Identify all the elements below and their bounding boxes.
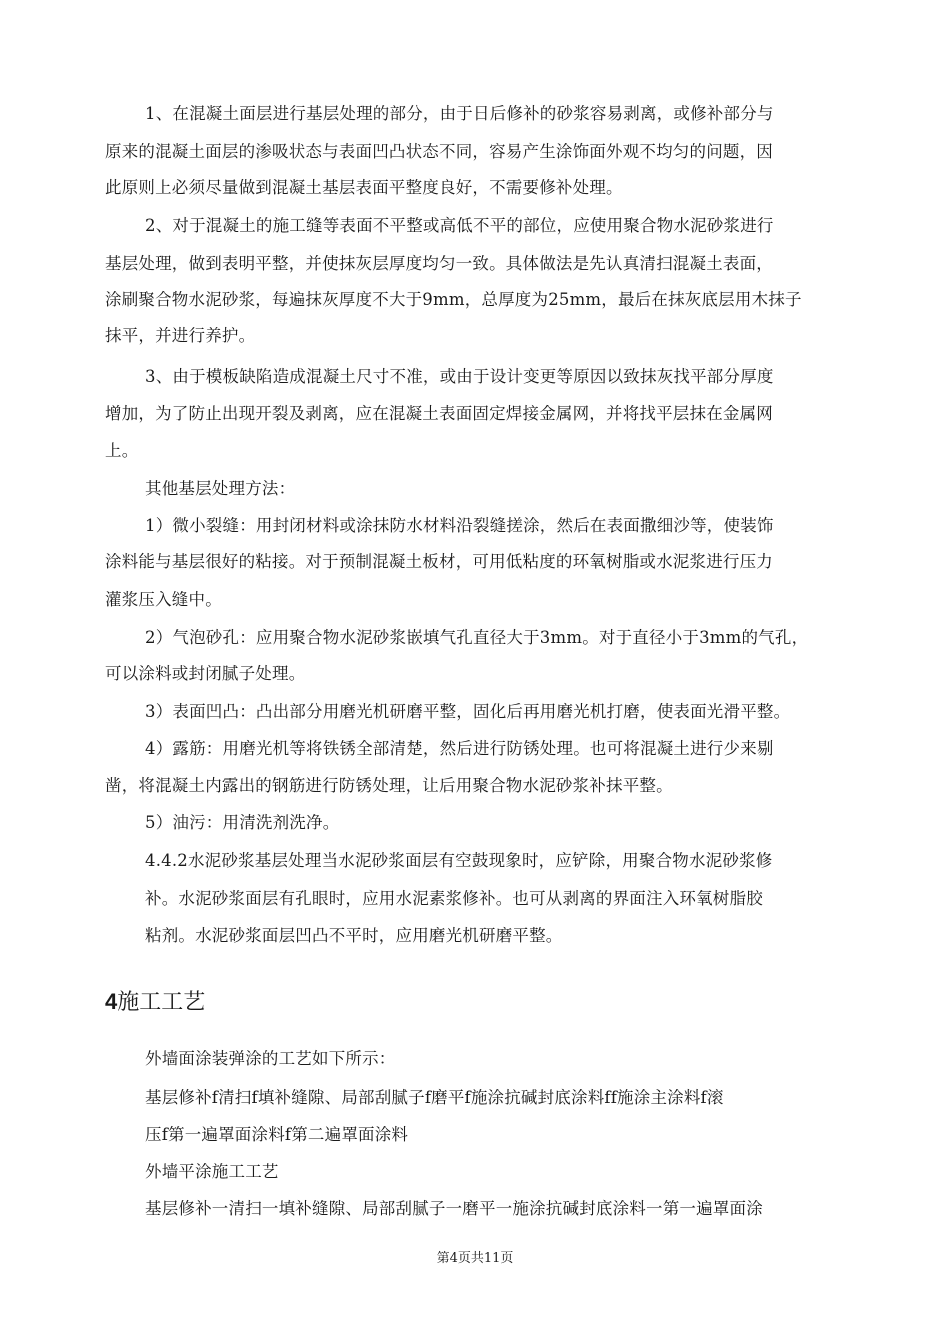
body-line: 基层处理，做到表明平整，并使抹灰层厚度均匀一致。具体做法是先认真清扫混凝土表面，: [105, 254, 773, 273]
section-title: 施工工艺: [117, 990, 206, 1015]
body-line: 原来的混凝土面层的渗吸状态与表面凹凸状态不同，容易产生涂饰面外观不均匀的问题，因: [105, 142, 773, 161]
body-line: 4）露筋：用磨光机等将铁锈全部清楚，然后进行防锈处理。也可将混凝土进行少来剔: [145, 739, 774, 758]
body-line: 1）微小裂缝：用封闭材料或涂抹防水材料沿裂缝搓涂，然后在表面撒细沙等，使装饰: [145, 516, 774, 535]
process-line: 外墙面涂装弹涂的工艺如下所示：: [145, 1049, 396, 1068]
section-heading: [105, 988, 205, 1017]
process-line: 基层修补f清扫f填补缝隙、局部刮腻子f磨平f施涂抗碱封底涂料ff施涂主涂料f滚: [145, 1088, 724, 1107]
body-line: 1、在混凝土面层进行基层处理的部分，由于日后修补的砂浆容易剥离，或修补部分与: [145, 104, 774, 123]
body-line: 抹平，并进行养护。: [105, 326, 256, 345]
body-line: 5）油污：用清洗剂洗净。: [145, 813, 340, 832]
body-line: 2）气泡砂孔：应用聚合物水泥砂浆嵌填气孔直径大于3mm。对于直径小于3mm的气孔，: [145, 628, 809, 647]
body-line: 粘剂。水泥砂浆面层凹凸不平时，应用磨光机研磨平整。: [145, 926, 563, 945]
body-line: 凿，将混凝土内露出的钢筋进行防锈处理，让后用聚合物水泥砂浆补抹平整。: [105, 776, 673, 795]
process-line: 压f第一遍罩面涂料f第二遍罩面涂料: [145, 1125, 409, 1144]
body-line: 上。: [105, 441, 139, 460]
body-line: 补。水泥砂浆面层有孔眼时，应用水泥素浆修补。也可从剥离的界面注入环氧树脂胶: [145, 889, 763, 908]
process-line: 基层修补一清扫一填补缝隙、局部刮腻子一磨平一施涂抗碱封底涂料一第一遍罩面涂: [145, 1199, 763, 1218]
body-line: 灌浆压入缝中。: [105, 590, 222, 609]
body-line: 增加，为了防止出现开裂及剥离，应在混凝土表面固定焊接金属网，并将找平层抹在金属网: [105, 404, 773, 423]
body-line: 3）表面凹凸：凸出部分用磨光机研磨平整，固化后再用磨光机打磨，使表面光滑平整。: [145, 702, 791, 721]
body-line: 涂刷聚合物水泥砂浆，每遍抹灰厚度不大于9mm，总厚度为25mm，最后在抹灰底层用木抹子: [105, 290, 802, 309]
section-number: 4: [105, 989, 118, 1014]
body-line: 3、由于模板缺陷造成混凝土尺寸不准，或由于设计变更等原因以致抹灰找平部分厚度: [145, 367, 774, 386]
body-line: 此原则上必须尽量做到混凝土基层表面平整度良好，不需要修补处理。: [105, 178, 623, 197]
body-line: 涂料能与基层很好的粘接。对于预制混凝土板材，可用低粘度的环氧树脂或水泥浆进行压力: [105, 552, 773, 571]
process-line: 外墙平涂施工工艺: [145, 1162, 279, 1181]
body-line: 4.4.2水泥砂浆基层处理当水泥砂浆面层有空鼓现象时，应铲除，用聚合物水泥砂浆修: [145, 851, 773, 870]
body-line: 可以涂料或封闭腻子处理。: [105, 664, 306, 683]
body-line: 2、对于混凝土的施工缝等表面不平整或高低不平的部位，应使用聚合物水泥砂浆进行: [145, 216, 774, 235]
page-footer: 第4页共11页: [436, 1251, 514, 1266]
body-line: 其他基层处理方法：: [145, 479, 296, 498]
